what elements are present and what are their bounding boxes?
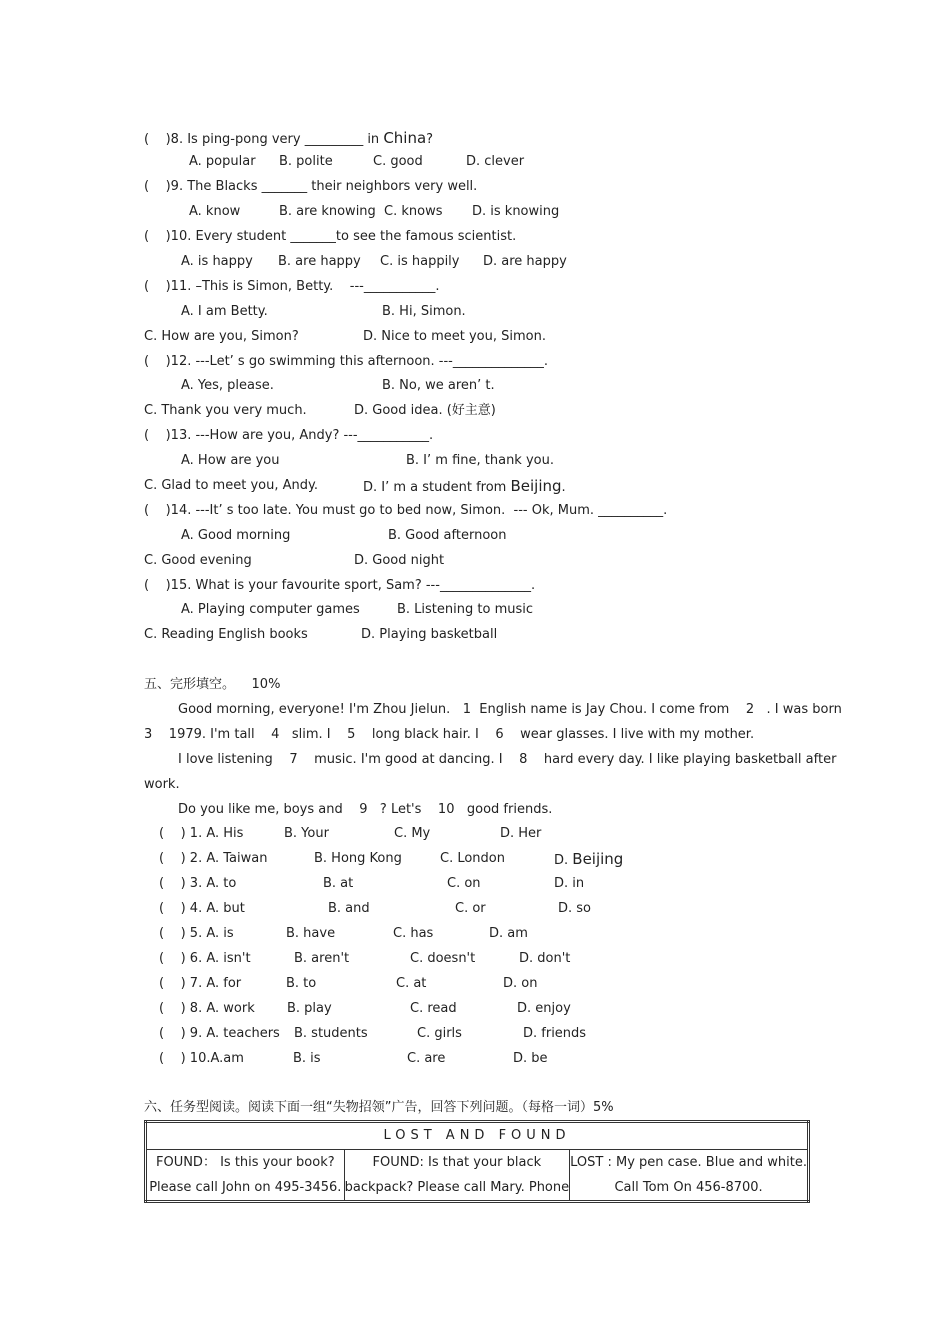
cloze-item-1: ( ) 1. A. His bbox=[159, 826, 244, 841]
option-c: C. London bbox=[440, 851, 505, 866]
cloze-item-10: ( ) 10.A.am bbox=[159, 1051, 244, 1066]
question-13: ( )13. ---How are you, Andy? ---___________. bbox=[144, 428, 434, 443]
option-d: D. Playing basketball bbox=[361, 627, 498, 642]
question-8: ( )8. Is ping-pong very _________ in China? bbox=[144, 129, 434, 147]
place-name: Beijing bbox=[572, 850, 624, 868]
cloze-item-4: ( ) 4. A. but bbox=[159, 901, 245, 916]
option-d: D. so bbox=[558, 901, 592, 916]
table-row bbox=[146, 1150, 809, 1202]
option-c: C. Good evening bbox=[144, 553, 252, 568]
option-a: A. Yes, please. bbox=[181, 378, 274, 393]
question-12: ( )12. ---Let’ s go swimming this afternoon. ---______________. bbox=[144, 354, 548, 369]
cloze-item-7: ( ) 7. A. for bbox=[159, 976, 242, 991]
question-15: ( )15. What is your favourite sport, Sam? ---______________. bbox=[144, 578, 536, 593]
option-b: B. to bbox=[286, 976, 317, 991]
place-name: Beijing bbox=[510, 477, 562, 495]
option-b: B. aren't bbox=[294, 951, 350, 966]
question-10: ( )10. Every student _______to see the famous scientist. bbox=[144, 229, 517, 244]
option-c: C. doesn't bbox=[410, 951, 476, 966]
option-b: B. No, we aren’ t. bbox=[382, 378, 495, 393]
option-d: D. be bbox=[513, 1051, 548, 1066]
option-c: C. at bbox=[396, 976, 427, 991]
option-d: D. enjoy bbox=[517, 1001, 571, 1016]
option-b: B. have bbox=[286, 926, 336, 941]
option-c: C. read bbox=[410, 1001, 457, 1016]
reading-heading: 六、任务型阅读。阅读下面一组“失物招领”广告，回答下列问题。（每格一词）5% bbox=[144, 1100, 614, 1115]
cloze-item-9: ( ) 9. A. teachers bbox=[159, 1026, 280, 1041]
option-a: A. know bbox=[189, 204, 241, 219]
option-b: B. is bbox=[293, 1051, 321, 1066]
option-d: D. don't bbox=[519, 951, 571, 966]
option-b: B. Listening to music bbox=[397, 602, 533, 617]
cloze-passage-line: Do you like me, boys and 9 ? Let's 10 good friends. bbox=[178, 802, 553, 817]
option-a: A. Playing computer games bbox=[181, 602, 360, 617]
question-14: ( )14. ---It’ s too late. You must go to bed now, Simon. --- Ok, Mum. __________. bbox=[144, 503, 668, 518]
cloze-passage-line: work. bbox=[144, 777, 180, 792]
option-b: B. I’ m fine, thank you. bbox=[406, 453, 554, 468]
option-b: B. and bbox=[328, 901, 370, 916]
option-c: C. Glad to meet you, Andy. bbox=[144, 478, 318, 493]
option-c: C. girls bbox=[417, 1026, 462, 1041]
option-c: C. are bbox=[407, 1051, 446, 1066]
option-c: C. or bbox=[455, 901, 486, 916]
cloze-passage-line: I love listening 7 music. I'm good at dancing. I 8 hard every day. I like playing basketball after bbox=[178, 752, 837, 767]
option-d: D. friends bbox=[523, 1026, 587, 1041]
cloze-heading: 五、完形填空。 10% bbox=[144, 677, 281, 692]
option-d: D. on bbox=[503, 976, 538, 991]
question-9: ( )9. The Blacks _______ their neighbors very well. bbox=[144, 179, 478, 194]
option-c: C. knows bbox=[384, 204, 443, 219]
cloze-item-8: ( ) 8. A. work bbox=[159, 1001, 255, 1016]
cloze-item-3: ( ) 3. A. to bbox=[159, 876, 237, 891]
option-d: D. Her bbox=[500, 826, 542, 841]
place-name: China bbox=[383, 129, 427, 147]
table-title: LOST AND FOUND bbox=[146, 1122, 809, 1150]
cloze-passage-line: Good morning, everyone! I'm Zhou Jielun. 1 English name is Jay Chou. I come from 2 . I was born bbox=[178, 702, 842, 717]
option-a: A. popular bbox=[189, 154, 256, 169]
option-d: D. Good night bbox=[354, 553, 445, 568]
table-title-row bbox=[146, 1122, 809, 1150]
option-c: C. My bbox=[394, 826, 431, 841]
table-cell: FOUND： Is this your book? Please call John on 495-3456. bbox=[146, 1150, 345, 1202]
option-d: D. Good idea. (好主意) bbox=[354, 403, 496, 418]
option-c: C. Reading English books bbox=[144, 627, 308, 642]
option-d: D. in bbox=[554, 876, 585, 891]
option-c: C. has bbox=[393, 926, 434, 941]
option-a: A. I am Betty. bbox=[181, 304, 268, 319]
question-11: ( )11. –This is Simon, Betty. ---___________. bbox=[144, 279, 440, 294]
option-b: B. Good afternoon bbox=[388, 528, 507, 543]
option-b: B. students bbox=[294, 1026, 368, 1041]
option-b: B. Hong Kong bbox=[314, 851, 402, 866]
option-d: D. is knowing bbox=[472, 204, 560, 219]
paren: ( bbox=[144, 132, 150, 147]
option-a: A. Good morning bbox=[181, 528, 291, 543]
option-c: C. on bbox=[447, 876, 481, 891]
cloze-item-2: ( ) 2. A. Taiwan bbox=[159, 851, 268, 866]
option-b: B. polite bbox=[279, 154, 333, 169]
cloze-item-6: ( ) 6. A. isn't bbox=[159, 951, 251, 966]
lost-and-found-table bbox=[144, 1120, 810, 1203]
option-d: D. Nice to meet you, Simon. bbox=[363, 329, 546, 344]
table-cell: LOST : My pen case. Blue and white. Call Tom On 456-8700. bbox=[570, 1150, 809, 1202]
option-b: B. at bbox=[323, 876, 354, 891]
option-a: A. How are you bbox=[181, 453, 280, 468]
option-a: A. is happy bbox=[181, 254, 253, 269]
option-b: B. are happy bbox=[278, 254, 361, 269]
option-b: B. play bbox=[287, 1001, 332, 1016]
option-d: D. Beijing bbox=[554, 850, 624, 868]
cloze-passage-line: 3 1979. I'm tall 4 slim. I 5 long black hair. I 6 wear glasses. I live with my mother. bbox=[144, 727, 755, 742]
option-c: C. How are you, Simon? bbox=[144, 329, 299, 344]
table-cell: FOUND: Is that your black backpack? Please call Mary. Phone bbox=[344, 1150, 570, 1202]
option-d: D. am bbox=[489, 926, 528, 941]
option-b: B. Hi, Simon. bbox=[382, 304, 466, 319]
cloze-item-5: ( ) 5. A. is bbox=[159, 926, 234, 941]
option-d: D. clever bbox=[466, 154, 525, 169]
option-d: D. are happy bbox=[483, 254, 567, 269]
option-c: C. is happily bbox=[380, 254, 460, 269]
option-b: B. are knowing bbox=[279, 204, 376, 219]
option-c: C. Thank you very much. bbox=[144, 403, 307, 418]
option-d: D. I’ m a student from Beijing. bbox=[363, 477, 566, 495]
option-b: B. Your bbox=[284, 826, 329, 841]
option-c: C. good bbox=[373, 154, 423, 169]
